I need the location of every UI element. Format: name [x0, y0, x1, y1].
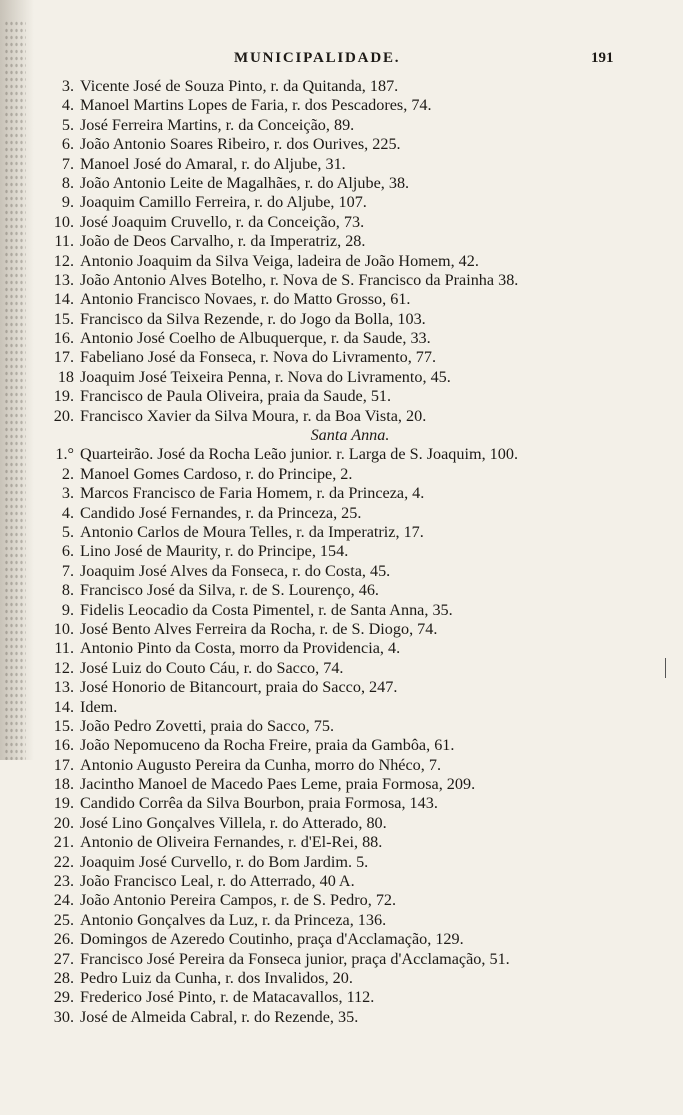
item-number: 22.	[53, 852, 74, 871]
item-text: Antonio Gonçalves da Luz, r. da Princeza, 136.	[80, 910, 387, 929]
item-number: 10.	[53, 212, 74, 231]
page-number: 191	[591, 50, 614, 66]
item-number: 26.	[53, 930, 74, 949]
margin-mark	[665, 658, 666, 678]
item-text: Antonio Joaquim da Silva Veiga, ladeira de João Homem, 42.	[80, 251, 479, 270]
item-number: 23.	[53, 872, 74, 891]
item-text: Marcos Francisco de Faria Homem, r. da Princeza, 4.	[80, 484, 425, 503]
item-number: 14.	[53, 697, 74, 716]
item-text: João Nepomuceno da Rocha Freire, praia da Gambôa, 61.	[80, 736, 455, 755]
item-text: João Antonio Pereira Campos, r. de S. Pedro, 72.	[80, 891, 397, 910]
item-text: Joaquim José Teixeira Penna, r. Nova do Livramento, 45.	[80, 367, 451, 386]
list-item	[40, 174, 640, 193]
list-item	[40, 698, 640, 717]
list-item	[40, 155, 640, 174]
list-item	[40, 504, 640, 523]
running-title: MUNICIPALIDADE.	[234, 50, 401, 66]
item-number: 9.	[61, 600, 74, 619]
list-item	[40, 930, 640, 949]
item-text: José Honorio de Bitancourt, praia do Sacco, 247.	[80, 678, 398, 697]
item-number: 17.	[53, 755, 74, 774]
item-number: 28.	[53, 968, 74, 987]
list-item	[40, 232, 640, 251]
item-number: 2.	[61, 464, 74, 483]
item-text: Francisco José da Silva, r. de S. Lourenço, 46.	[80, 581, 379, 600]
list-item	[40, 988, 640, 1007]
list-item	[40, 310, 640, 329]
item-text: Joaquim José Alves da Fonseca, r. do Costa, 45.	[80, 561, 391, 580]
list-item	[40, 135, 640, 154]
list-item	[40, 116, 640, 135]
item-text: Francisco José Pereira da Fonseca junior, praça d'Acclamação, 51.	[80, 949, 510, 968]
item-text: José de Almeida Cabral, r. do Rezende, 35.	[80, 1007, 359, 1026]
item-text: Candido Corrêa da Silva Bourbon, praia Formosa, 143.	[80, 794, 438, 813]
item-number: 9.	[61, 193, 74, 212]
register-list	[40, 77, 640, 1027]
item-text: Joaquim Camillo Ferreira, r. do Aljube, 107.	[80, 193, 367, 212]
item-text: Idem.	[80, 697, 118, 716]
list-item	[40, 756, 640, 775]
list-item	[40, 872, 640, 891]
item-text: Francisco da Silva Rezende, r. do Jogo da Bolla, 103.	[80, 309, 426, 328]
item-text: Fabeliano José da Fonseca, r. Nova do Livramento, 77.	[80, 348, 437, 367]
item-number: 20.	[53, 813, 74, 832]
item-number: 13.	[53, 270, 74, 289]
item-text: Fidelis Leocadio da Costa Pimentel, r. de Santa Anna, 35.	[80, 600, 453, 619]
list-item	[40, 814, 640, 833]
list-item	[40, 969, 640, 988]
item-number: 4.	[61, 503, 74, 522]
item-text: Manoel Gomes Cardoso, r. do Principe, 2.	[80, 464, 353, 483]
item-text: José Lino Gonçalves Villela, r. do Atterado, 80.	[80, 813, 387, 832]
list-item	[40, 407, 640, 426]
section-heading: Santa Anna.	[310, 426, 390, 445]
list-item	[40, 794, 640, 813]
item-text: João Antonio Soares Ribeiro, r. dos Ourives, 225.	[80, 135, 401, 154]
list-item	[40, 775, 640, 794]
list-item	[40, 329, 640, 348]
item-number: 8.	[61, 173, 74, 192]
item-number: 16.	[53, 329, 74, 348]
list-item	[40, 1008, 640, 1027]
item-text: José Luiz do Couto Cáu, r. do Sacco, 74.	[80, 658, 344, 677]
item-number: 15.	[53, 309, 74, 328]
item-number: 21.	[53, 833, 74, 852]
item-number: 5.	[61, 115, 74, 134]
item-number: 18	[57, 367, 74, 386]
list-item	[40, 252, 640, 271]
item-text: Candido José Fernandes, r. da Princeza, 25.	[80, 503, 362, 522]
item-text: Domingos de Azeredo Coutinho, praça d'Acclamação, 129.	[80, 930, 464, 949]
list-item	[40, 290, 640, 309]
list-item	[40, 465, 640, 484]
item-number: 15.	[53, 716, 74, 735]
page-edge-speckle	[4, 20, 26, 760]
list-item	[40, 193, 640, 212]
item-text: João Pedro Zovetti, praia do Sacco, 75.	[80, 716, 334, 735]
item-text: Pedro Luiz da Cunha, r. dos Invalidos, 20.	[80, 968, 353, 987]
list-item	[40, 523, 640, 542]
list-item	[40, 601, 640, 620]
item-number: 20.	[53, 406, 74, 425]
item-number: 27.	[53, 949, 74, 968]
list-item	[40, 445, 640, 464]
list-item	[40, 950, 640, 969]
item-number: 11.	[54, 232, 74, 251]
item-number: 25.	[53, 910, 74, 929]
item-text: Antonio Pinto da Costa, morro da Providencia, 4.	[80, 639, 401, 658]
page-header	[0, 50, 683, 74]
list-item	[40, 736, 640, 755]
list-item	[40, 853, 640, 872]
item-number: 24.	[53, 891, 74, 910]
item-number: 11.	[54, 639, 74, 658]
item-number: 14.	[53, 290, 74, 309]
item-number: 10.	[53, 619, 74, 638]
item-text: José Bento Alves Ferreira da Rocha, r. de S. Diogo, 74.	[80, 619, 438, 638]
item-number: 16.	[53, 736, 74, 755]
list-item	[40, 833, 640, 852]
list-item	[40, 484, 640, 503]
item-number: 12.	[53, 658, 74, 677]
list-item	[40, 639, 640, 658]
list-item	[40, 271, 640, 290]
list-item	[40, 659, 640, 678]
item-text: Francisco Xavier da Silva Moura, r. da Boa Vista, 20.	[80, 406, 427, 425]
list-item	[40, 717, 640, 736]
item-number: 7.	[61, 561, 74, 580]
list-item	[40, 387, 640, 406]
item-text: Jacintho Manoel de Macedo Paes Leme, praia Formosa, 209.	[80, 775, 476, 794]
item-number: 6.	[61, 135, 74, 154]
list-item	[40, 368, 640, 387]
item-text: João Antonio Leite de Magalhães, r. do Aljube, 38.	[80, 173, 410, 192]
list-item	[40, 911, 640, 930]
list-item	[40, 542, 640, 561]
list-item	[40, 77, 640, 96]
item-number: 30.	[53, 1007, 74, 1026]
item-text: Joaquim José Curvello, r. do Bom Jardim. 5.	[80, 852, 369, 871]
item-text: Lino José de Maurity, r. do Principe, 154.	[80, 542, 349, 561]
item-text: Francisco de Paula Oliveira, praia da Saude, 51.	[80, 387, 392, 406]
item-number: 5.	[61, 522, 74, 541]
item-number: 1.°	[55, 445, 74, 464]
item-text: João Antonio Alves Botelho, r. Nova de S. Francisco da Prainha 38.	[80, 270, 519, 289]
item-number: 3.	[61, 484, 74, 503]
item-number: 17.	[53, 348, 74, 367]
item-number: 4.	[61, 96, 74, 115]
item-text: Antonio José Coelho de Albuquerque, r. da Saude, 33.	[80, 329, 431, 348]
item-text: Frederico José Pinto, r. de Matacavallos, 112.	[80, 988, 375, 1007]
item-number: 19.	[53, 387, 74, 406]
list-item	[40, 213, 640, 232]
item-number: 18.	[53, 775, 74, 794]
item-number: 3.	[61, 77, 74, 95]
item-text: Antonio Carlos de Moura Telles, r. da Imperatriz, 17.	[80, 522, 424, 541]
item-text: João de Deos Carvalho, r. da Imperatriz, 28.	[80, 232, 366, 251]
item-text: José Ferreira Martins, r. da Conceição, 89.	[80, 115, 355, 134]
list-item	[40, 891, 640, 910]
item-text: Antonio Francisco Novaes, r. do Matto Grosso, 61.	[80, 290, 411, 309]
item-text: Manoel Martins Lopes de Faria, r. dos Pescadores, 74.	[80, 96, 432, 115]
list-item	[40, 562, 640, 581]
item-number: 7.	[61, 154, 74, 173]
item-number: 29.	[53, 988, 74, 1007]
list-item	[40, 581, 640, 600]
list-item	[40, 96, 640, 115]
item-text: Antonio Augusto Pereira da Cunha, morro do Nhéco, 7.	[80, 755, 442, 774]
item-text: José Joaquim Cruvello, r. da Conceição, 73.	[80, 212, 365, 231]
item-text: Manoel José do Amaral, r. do Aljube, 31.	[80, 154, 346, 173]
item-text: João Francisco Leal, r. do Atterrado, 40 A.	[80, 872, 355, 891]
list-item	[40, 620, 640, 639]
item-number: 12.	[53, 251, 74, 270]
list-item	[40, 678, 640, 697]
item-text: Quarteirão. José da Rocha Leão junior. r. Larga de S. Joaquim, 100.	[80, 445, 519, 464]
item-text: Vicente José de Souza Pinto, r. da Quitanda, 187.	[80, 77, 399, 95]
item-text: Antonio de Oliveira Fernandes, r. d'El-Rei, 88.	[80, 833, 383, 852]
item-number: 8.	[61, 581, 74, 600]
item-number: 19.	[53, 794, 74, 813]
item-number: 13.	[53, 678, 74, 697]
item-number: 6.	[61, 542, 74, 561]
list-item	[40, 348, 640, 367]
